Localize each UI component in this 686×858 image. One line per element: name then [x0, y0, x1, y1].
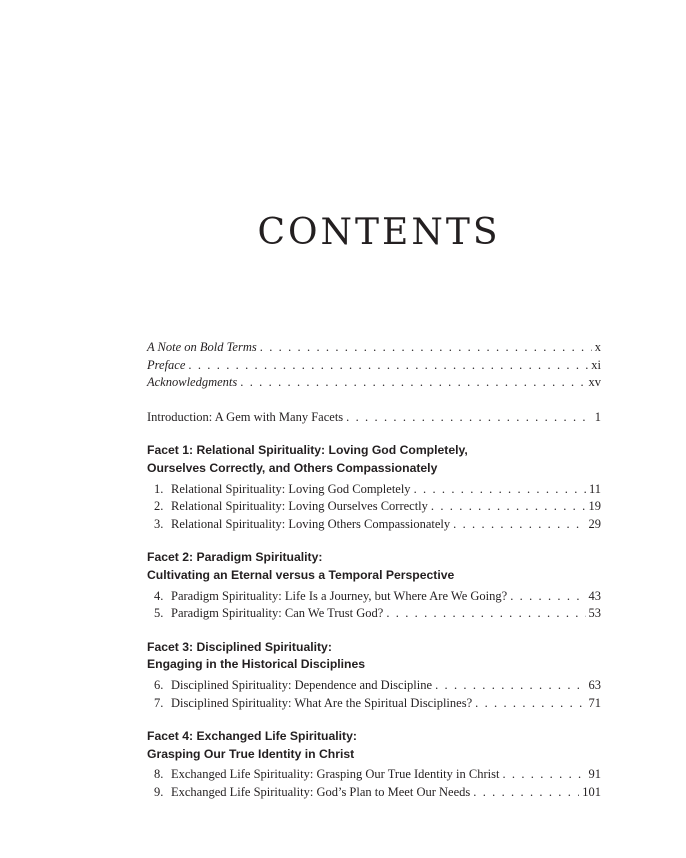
- toc-entry-bold-terms[interactable]: [147, 339, 601, 357]
- table-of-contents: [147, 339, 601, 801]
- dot-leader: [240, 374, 585, 392]
- facet-heading-1: [147, 442, 601, 477]
- facet-heading-line: Facet 3: Disciplined Spirituality:: [147, 639, 332, 654]
- entry-page: 1: [594, 409, 601, 424]
- toc-entry-chapter-3[interactable]: [147, 516, 601, 534]
- facet-heading-line: Facet 2: Paradigm Spirituality:: [147, 550, 323, 565]
- dot-leader: [510, 588, 585, 606]
- entry-page: xv: [588, 375, 601, 390]
- entry-page: 71: [588, 695, 601, 710]
- facet-heading-line: Facet 1: Relational Spirituality: Loving God Completely,: [147, 443, 468, 458]
- chapter-number: 1.: [154, 481, 164, 496]
- entry-label: Disciplined Spirituality: What Are the Spiritual Disciplines?: [171, 695, 473, 710]
- chapter-number: 6.: [154, 677, 164, 692]
- toc-entry-introduction[interactable]: [147, 409, 601, 427]
- entry-page: 101: [582, 784, 601, 799]
- entry-label: Relational Spirituality: Loving Others Compassionately: [171, 516, 451, 531]
- entry-page: 53: [588, 606, 601, 621]
- facet-heading-4: [147, 728, 601, 763]
- entry-label: Acknowledgments: [147, 375, 238, 390]
- dot-leader: [414, 481, 586, 499]
- facet-heading-line: Grasping Our True Identity in Christ: [147, 746, 355, 761]
- dot-leader: [188, 357, 588, 375]
- dot-leader: [453, 516, 585, 534]
- entry-label: Disciplined Spirituality: Dependence and Discipline: [171, 677, 433, 692]
- entry-label: Paradigm Spirituality: Can We Trust God?: [171, 606, 384, 621]
- chapter-number: 5.: [154, 606, 164, 621]
- dot-leader: [431, 498, 586, 516]
- entry-label: Exchanged Life Spirituality: God’s Plan to Meet Our Needs: [171, 784, 471, 799]
- toc-entry-chapter-7[interactable]: [147, 695, 601, 713]
- chapter-number: 3.: [154, 516, 164, 531]
- entry-label: Exchanged Life Spirituality: Grasping Our True Identity in Christ: [171, 767, 500, 782]
- entry-page: 63: [588, 677, 601, 692]
- toc-entry-chapter-9[interactable]: [147, 784, 601, 802]
- chapter-number: 9.: [154, 784, 164, 799]
- facet-heading-2: [147, 549, 601, 584]
- entry-page: xi: [591, 357, 601, 372]
- toc-entry-chapter-6[interactable]: [147, 677, 601, 695]
- toc-entry-acknowledgments[interactable]: [147, 374, 601, 392]
- toc-entry-chapter-1[interactable]: [147, 481, 601, 499]
- entry-page: 91: [588, 767, 601, 782]
- entry-page: 43: [588, 588, 601, 603]
- entry-label: Introduction: A Gem with Many Facets: [147, 409, 344, 424]
- entry-page: x: [594, 340, 601, 354]
- entry-label: Paradigm Spirituality: Life Is a Journey, but Where Are We Going?: [171, 588, 508, 603]
- dot-leader: [346, 409, 592, 427]
- entry-label: Preface: [147, 357, 186, 372]
- chapter-number: 4.: [154, 588, 164, 603]
- dot-leader: [473, 784, 579, 802]
- entry-page: 29: [588, 516, 601, 531]
- page-title: CONTENTS: [257, 212, 501, 253]
- dot-leader: [475, 695, 585, 713]
- dot-leader: [435, 677, 585, 695]
- toc-entry-chapter-2[interactable]: [147, 498, 601, 516]
- facet-heading-line: Ourselves Correctly, and Others Compassionately: [147, 460, 438, 475]
- toc-entry-chapter-8[interactable]: [147, 766, 601, 784]
- chapter-number: 7.: [154, 695, 164, 710]
- entry-label: A Note on Bold Terms: [147, 340, 257, 354]
- entry-label: Relational Spirituality: Loving God Completely: [171, 481, 411, 496]
- toc-entry-chapter-4[interactable]: [147, 588, 601, 606]
- facet-heading-line: Engaging in the Historical Disciplines: [147, 657, 366, 672]
- entry-page: 19: [588, 499, 601, 514]
- facet-heading-line: Facet 4: Exchanged Life Spirituality:: [147, 729, 357, 744]
- facet-heading-3: [147, 639, 601, 674]
- toc-entry-chapter-5[interactable]: [147, 605, 601, 623]
- entry-page: 11: [588, 481, 601, 496]
- chapter-number: 8.: [154, 767, 164, 782]
- dot-leader: [502, 766, 585, 784]
- toc-entry-preface[interactable]: [147, 357, 601, 375]
- chapter-number: 2.: [154, 499, 164, 514]
- entry-label: Relational Spirituality: Loving Ourselves Correctly: [171, 499, 428, 514]
- facet-heading-line: Cultivating an Eternal versus a Temporal Perspective: [147, 567, 455, 582]
- dot-leader: [386, 605, 585, 623]
- dot-leader: [260, 339, 592, 357]
